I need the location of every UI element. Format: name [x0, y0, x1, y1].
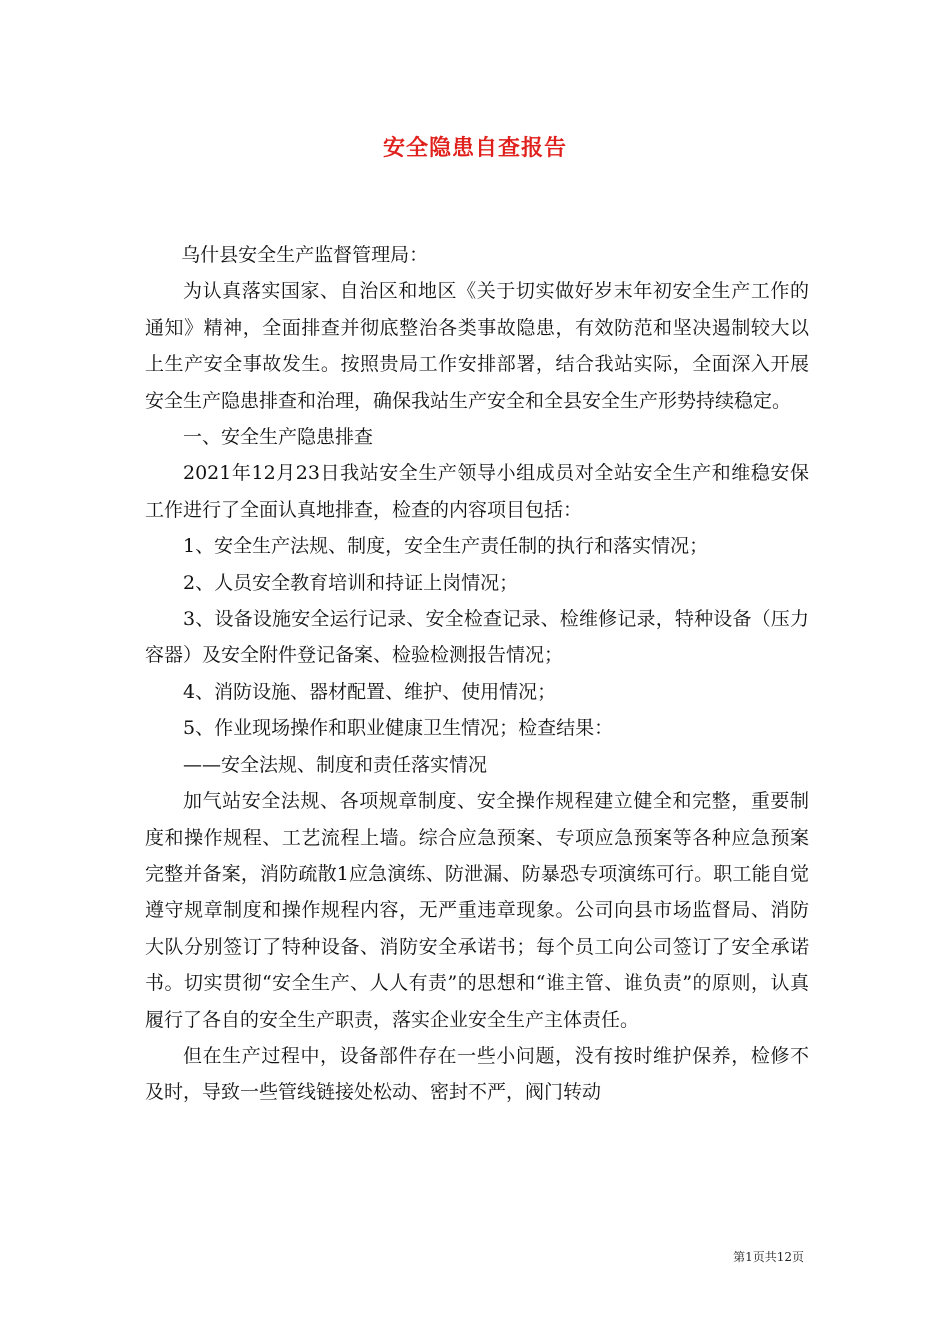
paragraph-issues: 但在生产过程中，设备部件存在一些小问题，没有按时维护保养，检修不及时，导致一些管线链接处松动、密封不严，阀门转动 — [145, 1044, 809, 1104]
page-number: 第1页共12页 — [733, 1250, 804, 1264]
list-item: 1、安全生产法规、制度，安全生产责任制的执行和落实情况； — [183, 535, 709, 558]
paragraph-inspection: 2021年12月23日我站安全生产领导小组成员对全站安全生产和维稳安保工作进行了全面认真地排查，检查的内容项目包括： — [145, 462, 809, 521]
list-item: 3、设备设施安全运行记录、安全检查记录、检维修记录，特种设备（压力容器）及安全附件登记备案、检验检测报告情况； — [145, 608, 809, 667]
list-item: 2、人员安全教育培训和持证上岗情况； — [183, 571, 519, 594]
list-item: 4、消防设施、器材配置、维护、使用情况； — [183, 680, 557, 703]
section-heading: 一、安全生产隐患排查 — [183, 426, 374, 449]
document-title: 安全隐患自查报告 — [382, 136, 567, 161]
paragraph-intro: 为认真落实国家、自治区和地区《关于切实做好岁末年初安全生产工作的通知》精神，全面排查并彻底整治各类事故隐患，有效防范和坚决遏制较大以上生产安全事故发生。按照贵局工作安排部署，结合我站实际，全面深入开展安全生产隐患排查和治理，确保我站生产安全和全县安全生产形势持续稳定。 — [145, 280, 809, 412]
salutation: 乌什县安全生产监督管理局： — [181, 244, 429, 266]
list-item: 5、作业现场操作和职业健康卫生情况；检查结果： — [183, 717, 614, 740]
document-body — [145, 237, 809, 1111]
paragraph-regulations: 加气站安全法规、各项规章制度、安全操作规程建立健全和完整，重要制度和操作规程、工艺流程上墙。综合应急预案、专项应急预案等各种应急预案完整并备案，消防疏散1应急演练、防泄漏、防暴恐专项演练可行。职工能自觉遵守规章制度和操作规程内容，无严重违章现象。公司向县市场监督局、消防大队分别签订了特种设备、消防安全承诺书；每个员工向公司签订了安全承诺书。切实贯彻“安全生产、人人有责”的思想和“谁主管、谁负责”的原则，认真履行了各自的安全生产职责，落实企业安全生产主体责任。 — [145, 790, 809, 1031]
subsection-heading: ——安全法规、制度和责任落实情况 — [183, 753, 488, 776]
